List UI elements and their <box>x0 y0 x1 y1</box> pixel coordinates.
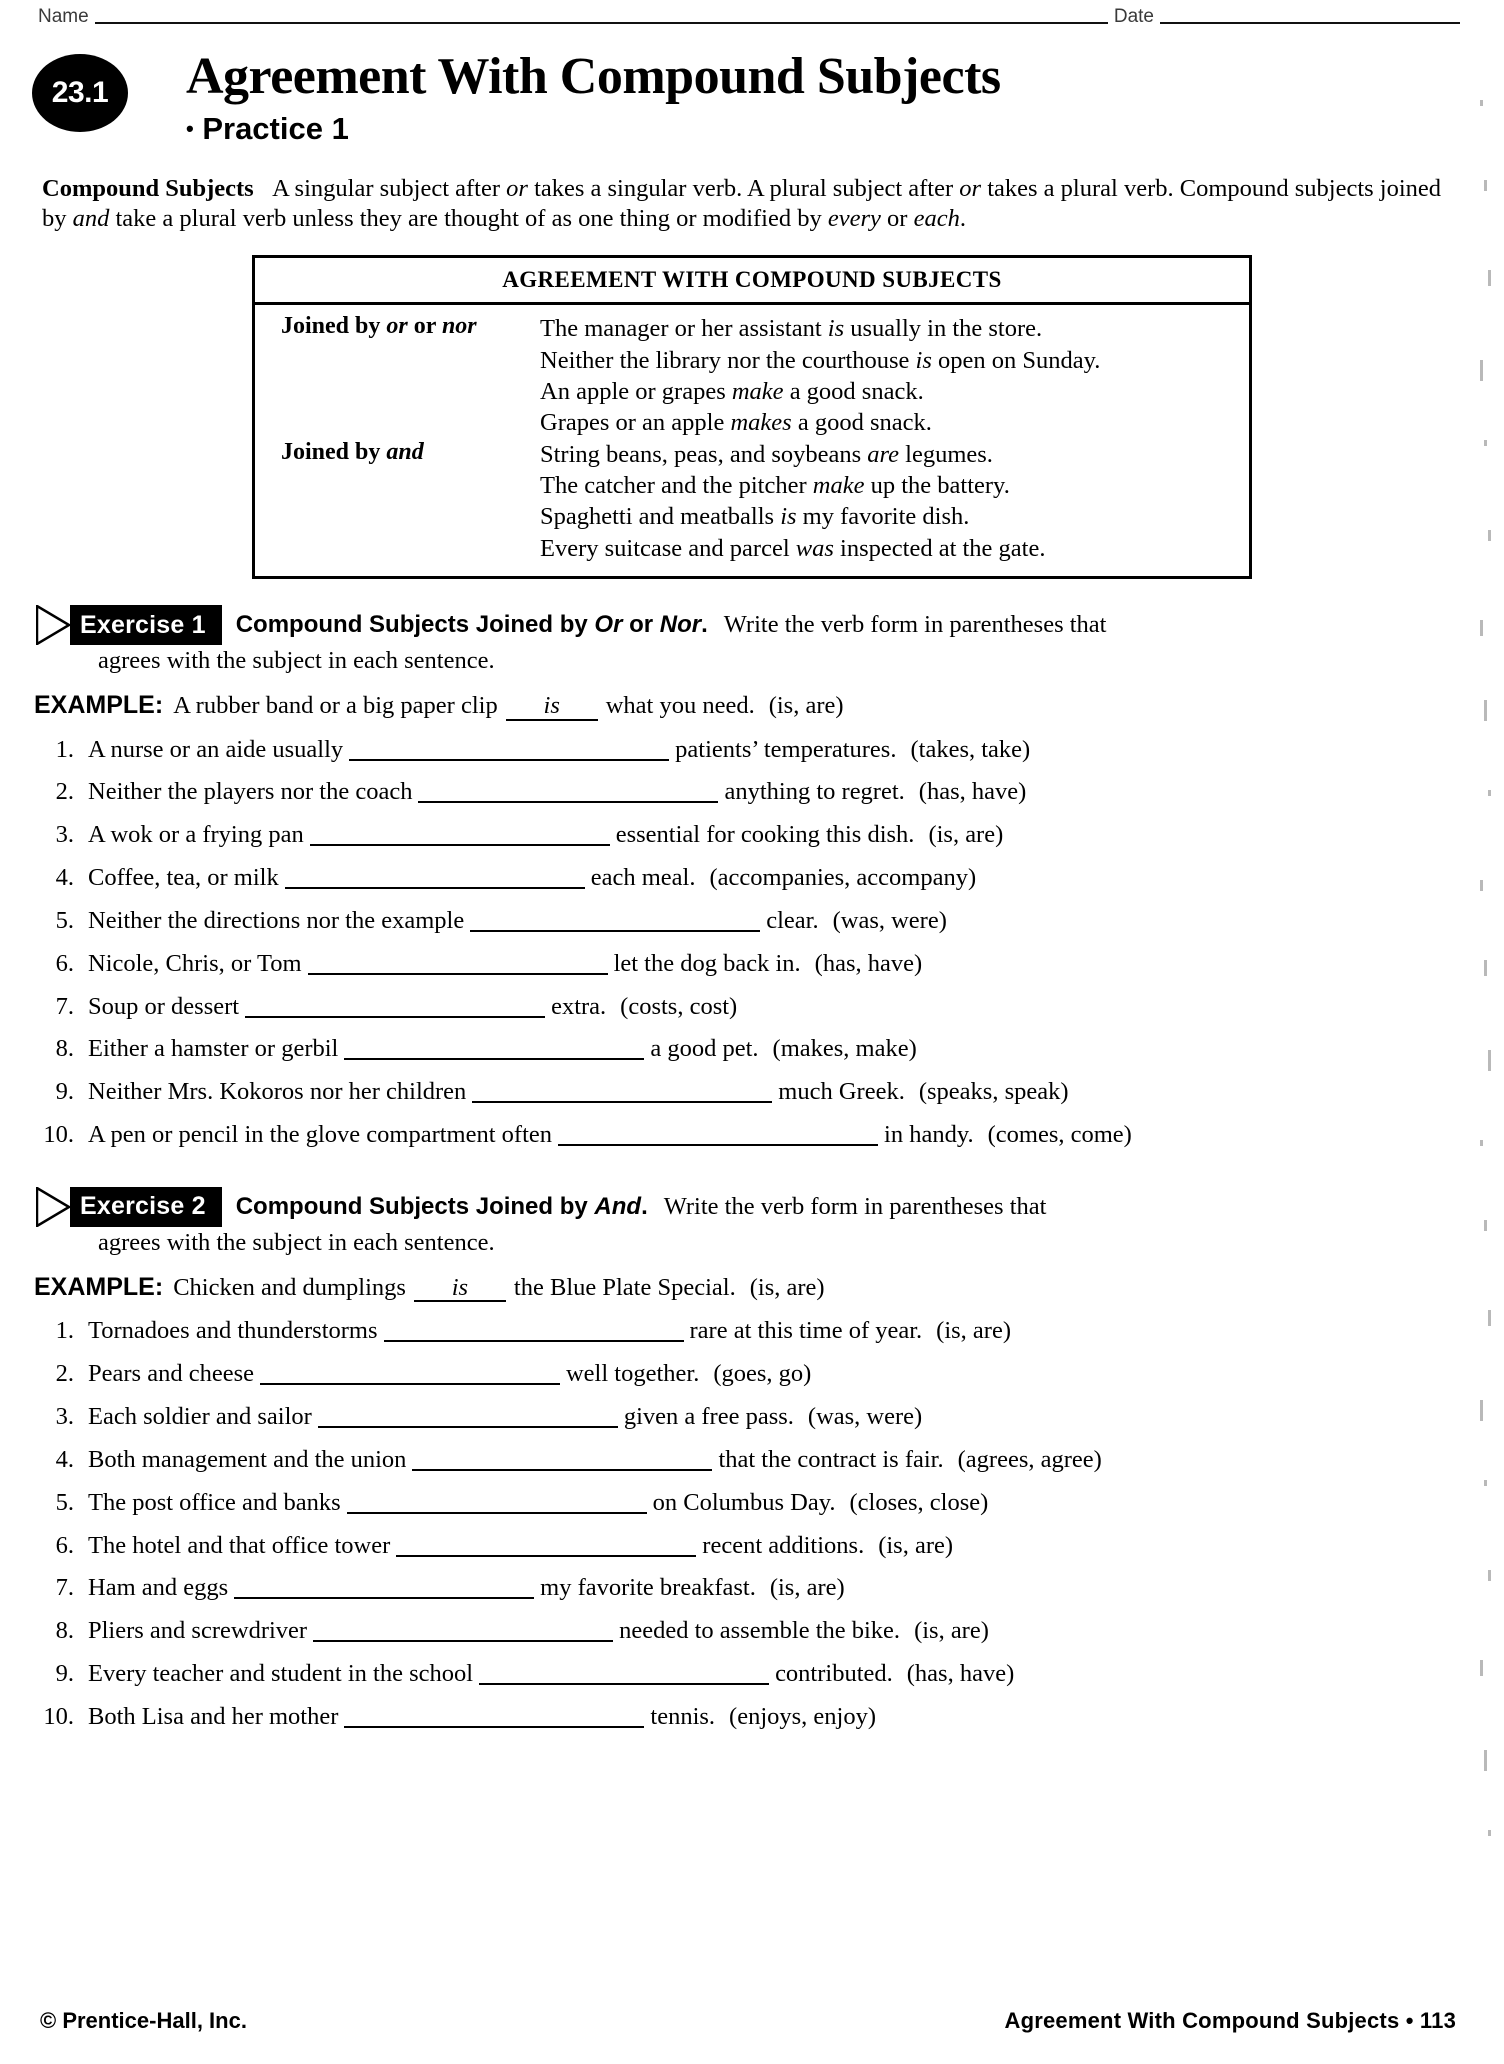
item-body <box>88 1358 1456 1391</box>
item-sentence-post: patients’ temperatures. <box>675 735 897 763</box>
item-sentence-pre: Both management and the union <box>88 1445 407 1473</box>
intro-em-2: or <box>959 175 982 202</box>
item-sentence-pre: A nurse or an aide usually <box>88 735 344 763</box>
footer-copyright: © Prentice-Hall, Inc. <box>40 2008 247 2033</box>
label-em-a: or <box>386 313 408 340</box>
item-sentence-post: essential for cooking this dish. <box>615 821 915 849</box>
answer-blank[interactable] <box>310 824 610 846</box>
item-verb-options: (is, are) <box>769 1574 845 1602</box>
exercise-1-header <box>36 605 1456 675</box>
exercise-item <box>34 1439 1456 1482</box>
item-sentence-post: anything to regret. <box>724 778 905 806</box>
item-sentence-pre: Either a hamster or gerbil <box>88 1035 339 1063</box>
item-sentence-pre: A pen or pencil in the glove compartment often <box>88 1121 553 1149</box>
exercise-1-example <box>34 691 1456 721</box>
item-verb-options: (has, have) <box>906 1660 1015 1688</box>
exercise-item <box>34 771 1456 814</box>
answer-blank[interactable] <box>234 1577 534 1599</box>
example-sentence-post: what you need. <box>605 692 755 720</box>
agreement-rules-table <box>252 255 1252 579</box>
intro-paragraph <box>42 174 1456 233</box>
item-number: 1. <box>55 1317 74 1345</box>
item-body <box>88 1572 1456 1605</box>
item-number: 6. <box>55 949 74 977</box>
item-body <box>88 991 1456 1024</box>
answer-blank[interactable] <box>347 1492 647 1514</box>
example-sentence-pre: A rubber band or a big paper clip <box>173 692 498 720</box>
item-number: 9. <box>55 1660 74 1688</box>
exercise-2-topic: Compound Subjects Joined by And. <box>235 1192 648 1220</box>
rule-example-line: The manager or her assistant is usually in the store. <box>540 315 1043 343</box>
item-verb-options: (is, are) <box>878 1531 954 1559</box>
item-body <box>88 819 1456 852</box>
answer-blank[interactable] <box>245 996 545 1018</box>
example-label: EXAMPLE: <box>34 1272 164 1301</box>
rules-examples-or-nor <box>540 313 1249 438</box>
intro-em-1: or <box>506 175 528 202</box>
item-number: 10. <box>43 1121 74 1149</box>
item-sentence-pre: A wok or a frying pan <box>88 821 304 849</box>
item-verb-options: (has, have) <box>918 778 1027 806</box>
exercise-2-directions-line1: Write the verb form in parentheses that <box>663 1192 1047 1220</box>
item-number: 5. <box>55 906 74 934</box>
item-verb-options: (was, were) <box>807 1403 923 1431</box>
item-sentence-pre: Neither the players nor the coach <box>88 778 413 806</box>
example-options: (is, are) <box>749 1273 825 1301</box>
item-number: 6. <box>55 1531 74 1559</box>
exercise-item <box>34 900 1456 943</box>
item-body <box>88 1315 1456 1348</box>
exercise-item <box>34 1310 1456 1353</box>
item-number: 7. <box>55 992 74 1020</box>
item-verb-options: (was, were) <box>832 906 947 934</box>
example-sentence-pre: Chicken and dumplings <box>173 1273 406 1301</box>
exercise-item <box>34 1028 1456 1071</box>
item-body <box>88 1701 1456 1734</box>
exercise-item <box>34 857 1456 900</box>
item-body <box>88 1033 1456 1066</box>
exercise-1-tag: Exercise 1 <box>70 605 222 645</box>
item-sentence-post: each meal. <box>590 864 696 892</box>
item-body <box>88 1615 1456 1648</box>
practice-subtitle <box>186 105 1504 147</box>
rule-example-line: Neither the library nor the courthouse is open on Sunday. <box>540 346 1101 374</box>
title-block <box>0 40 1504 160</box>
item-sentence-post: clear. <box>766 906 819 934</box>
item-sentence-post: needed to assemble the bike. <box>619 1617 901 1645</box>
item-number: 2. <box>55 778 74 806</box>
date-label: Date <box>1113 6 1154 27</box>
page-title: Agreement With Compound Subjects <box>186 48 1001 105</box>
exercise-1-item-list <box>34 729 1456 1157</box>
item-body <box>88 1487 1456 1520</box>
item-sentence-post: recent additions. <box>702 1531 865 1559</box>
triangle-arrow-icon <box>36 605 70 645</box>
item-verb-options: (is, are) <box>914 1617 989 1645</box>
example-options: (is, are) <box>768 692 844 720</box>
rules-table-body <box>255 305 1249 576</box>
intro-text-2: takes a singular verb. A plural subject after <box>527 175 960 202</box>
exercise-item <box>34 1567 1456 1610</box>
intro-text-3: takes a plural verb. Compound subjects joined by <box>42 175 1442 232</box>
intro-text-1: A singular subject after <box>272 175 507 202</box>
item-verb-options: (enjoys, enjoy) <box>729 1702 877 1730</box>
answer-blank[interactable] <box>344 1038 644 1060</box>
lesson-number-badge: 23.1 <box>32 54 128 132</box>
label-text-b: or <box>407 313 442 340</box>
item-body <box>88 1076 1456 1109</box>
item-verb-options: (closes, close) <box>849 1488 989 1516</box>
intro-text-5: or <box>880 204 914 232</box>
item-sentence-pre: The hotel and that office tower <box>88 1531 391 1559</box>
item-verb-options: (accompanies, accompany) <box>709 864 977 892</box>
item-sentence-pre: Every teacher and student in the school <box>88 1660 474 1688</box>
exercise-item <box>34 814 1456 857</box>
answer-blank[interactable] <box>396 1535 696 1557</box>
item-number: 9. <box>55 1078 74 1106</box>
item-sentence-post: extra. <box>551 992 607 1020</box>
item-verb-options: (goes, go) <box>713 1360 812 1388</box>
item-sentence-post: let the dog back in. <box>613 949 801 977</box>
exercise-1-directions-line1: Write the verb form in parentheses that <box>723 611 1107 639</box>
answer-blank[interactable] <box>418 781 718 803</box>
item-number: 2. <box>55 1360 74 1388</box>
answer-blank[interactable] <box>412 1449 712 1471</box>
rule-example-line: Spaghetti and meatballs is my favorite dish. <box>540 503 970 531</box>
example-answer-blank[interactable]: is <box>506 694 598 721</box>
scan-artifacts <box>1480 60 1494 1860</box>
exercise-2-example <box>34 1273 1456 1303</box>
rule-example-line: String beans, peas, and soybeans are legumes. <box>540 440 993 468</box>
item-verb-options: (makes, make) <box>772 1035 917 1063</box>
name-label: Name <box>38 6 89 27</box>
item-number: 4. <box>55 864 74 892</box>
item-verb-options: (comes, come) <box>987 1121 1132 1149</box>
rules-row-or-nor <box>255 313 1249 438</box>
exercise-2-flag <box>36 1187 222 1227</box>
item-sentence-pre: Each soldier and sailor <box>88 1403 312 1431</box>
rules-row-and <box>255 439 1249 564</box>
rule-example-line: Grapes or an apple makes a good snack. <box>540 409 932 437</box>
answer-blank[interactable] <box>472 1081 772 1103</box>
answer-blank[interactable] <box>384 1320 684 1342</box>
item-body <box>88 948 1456 981</box>
exercise-1-flag <box>36 605 222 645</box>
exercise-item <box>34 943 1456 986</box>
answer-blank[interactable] <box>470 910 760 932</box>
item-sentence-pre: Pears and cheese <box>88 1360 254 1388</box>
item-body <box>88 905 1456 938</box>
exercise-1-banner <box>36 605 1456 645</box>
item-verb-options: (takes, take) <box>910 735 1031 763</box>
item-sentence-pre: Nicole, Chris, or Tom <box>88 949 302 977</box>
answer-blank[interactable] <box>318 1406 618 1428</box>
rule-example-line: Every suitcase and parcel was inspected at the gate. <box>540 534 1046 562</box>
item-body <box>88 1658 1456 1691</box>
answer-blank[interactable] <box>479 1663 769 1685</box>
intro-em-5: each <box>913 204 960 232</box>
label-em-b: nor <box>441 313 477 340</box>
bullet-icon: • <box>186 115 194 141</box>
exercise-item <box>34 729 1456 772</box>
exercise-item <box>34 1482 1456 1525</box>
item-sentence-pre: Neither Mrs. Kokoros nor her children <box>88 1078 467 1106</box>
item-verb-options: (is, are) <box>928 821 1004 849</box>
item-body <box>88 734 1456 767</box>
item-body <box>88 776 1456 809</box>
item-body <box>88 1444 1456 1477</box>
exercise-item <box>34 1525 1456 1568</box>
item-number: 4. <box>55 1445 74 1473</box>
rules-row-label-or-nor <box>255 313 540 340</box>
answer-blank[interactable] <box>558 1124 878 1146</box>
date-write-line[interactable] <box>1160 21 1460 24</box>
intro-text-4: take a plural verb unless they are thought of as one thing or modified by <box>109 204 828 232</box>
example-sentence-post: the Blue Plate Special. <box>513 1273 736 1301</box>
exercise-2-tag: Exercise 2 <box>70 1187 222 1227</box>
item-number: 7. <box>55 1574 74 1602</box>
item-number: 8. <box>55 1617 74 1645</box>
exercise-item <box>34 1353 1456 1396</box>
exercise-2-item-list <box>34 1310 1456 1738</box>
item-sentence-post: given a free pass. <box>623 1403 794 1431</box>
item-body <box>88 1401 1456 1434</box>
answer-blank[interactable] <box>344 1706 644 1728</box>
item-sentence-pre: Tornadoes and thunderstorms <box>88 1317 378 1345</box>
label-text-a: Joined by <box>281 313 387 340</box>
item-sentence-post: much Greek. <box>778 1078 905 1106</box>
item-body <box>88 1530 1456 1563</box>
label-em-c: and <box>386 438 424 465</box>
item-verb-options: (is, are) <box>936 1317 1011 1345</box>
exercise-item <box>34 1396 1456 1439</box>
item-verb-options: (has, have) <box>814 949 923 977</box>
triangle-arrow-icon <box>36 1187 70 1227</box>
label-text-c: Joined by <box>281 438 387 465</box>
rules-examples-and <box>540 439 1249 564</box>
item-body <box>88 1119 1456 1152</box>
exercise-item <box>34 1071 1456 1114</box>
answer-blank[interactable] <box>308 953 608 975</box>
name-write-line[interactable] <box>95 21 1108 24</box>
exercise-item <box>34 1653 1456 1696</box>
item-number: 1. <box>55 735 74 763</box>
intro-text-6: . <box>959 204 966 232</box>
answer-blank[interactable] <box>260 1363 560 1385</box>
item-sentence-pre: Pliers and screwdriver <box>88 1617 308 1645</box>
rule-example-line: The catcher and the pitcher make up the battery. <box>540 472 1010 500</box>
item-sentence-post: well together. <box>565 1360 700 1388</box>
item-sentence-post: rare at this time of year. <box>689 1317 923 1345</box>
exercise-1-directions-line2: agrees with the subject in each sentence. <box>98 647 495 675</box>
item-verb-options: (agrees, agree) <box>957 1445 1102 1473</box>
name-date-row <box>38 0 1466 30</box>
exercise-item <box>34 1114 1456 1157</box>
item-sentence-pre: Neither the directions nor the example <box>88 906 465 934</box>
footer-page-label: Agreement With Compound Subjects • 113 <box>1004 2008 1456 2033</box>
intro-em-4: every <box>827 204 881 232</box>
intro-lead-label: Compound Subjects <box>42 175 254 202</box>
item-verb-options: (costs, cost) <box>620 992 738 1020</box>
exercise-item <box>34 1610 1456 1653</box>
item-number: 3. <box>55 1403 74 1431</box>
page-footer <box>0 2008 1504 2034</box>
intro-em-3: and <box>72 204 110 232</box>
item-sentence-pre: Soup or dessert <box>88 992 240 1020</box>
answer-blank[interactable] <box>313 1620 613 1642</box>
answer-blank[interactable] <box>285 867 585 889</box>
item-sentence-post: tennis. <box>650 1702 716 1730</box>
item-sentence-pre: Both Lisa and her mother <box>88 1702 339 1730</box>
item-number: 10. <box>43 1702 74 1730</box>
exercise-item <box>34 1696 1456 1739</box>
item-number: 3. <box>55 821 74 849</box>
item-sentence-post: that the contract is fair. <box>718 1445 944 1473</box>
rule-example-line: An apple or grapes make a good snack. <box>540 378 924 405</box>
exercise-2-banner <box>36 1187 1456 1227</box>
rules-table-heading: AGREEMENT WITH COMPOUND SUBJECTS <box>255 258 1249 305</box>
example-label: EXAMPLE: <box>34 691 164 720</box>
item-number: 8. <box>55 1035 74 1063</box>
exercise-2-header <box>36 1187 1456 1257</box>
item-body <box>88 862 1456 895</box>
item-sentence-pre: The post office and banks <box>88 1488 341 1516</box>
item-sentence-post: contributed. <box>775 1660 893 1688</box>
item-number: 5. <box>55 1488 74 1516</box>
item-sentence-post: my favorite breakfast. <box>540 1574 756 1602</box>
item-sentence-pre: Ham and eggs <box>88 1574 229 1602</box>
example-answer-blank[interactable]: is <box>414 1276 506 1303</box>
exercise-item <box>34 986 1456 1029</box>
item-sentence-post: on Columbus Day. <box>652 1488 836 1516</box>
answer-blank[interactable] <box>349 739 669 761</box>
exercise-2-directions-line2: agrees with the subject in each sentence. <box>98 1228 495 1256</box>
item-sentence-post: in handy. <box>884 1121 974 1149</box>
practice-subtitle-label: Practice 1 <box>202 110 349 146</box>
item-sentence-post: a good pet. <box>650 1035 759 1063</box>
item-sentence-pre: Coffee, tea, or milk <box>88 864 279 892</box>
exercise-1-topic: Compound Subjects Joined by Or or Nor. <box>235 611 708 639</box>
rules-row-label-and <box>255 439 540 466</box>
item-verb-options: (speaks, speak) <box>918 1078 1069 1106</box>
